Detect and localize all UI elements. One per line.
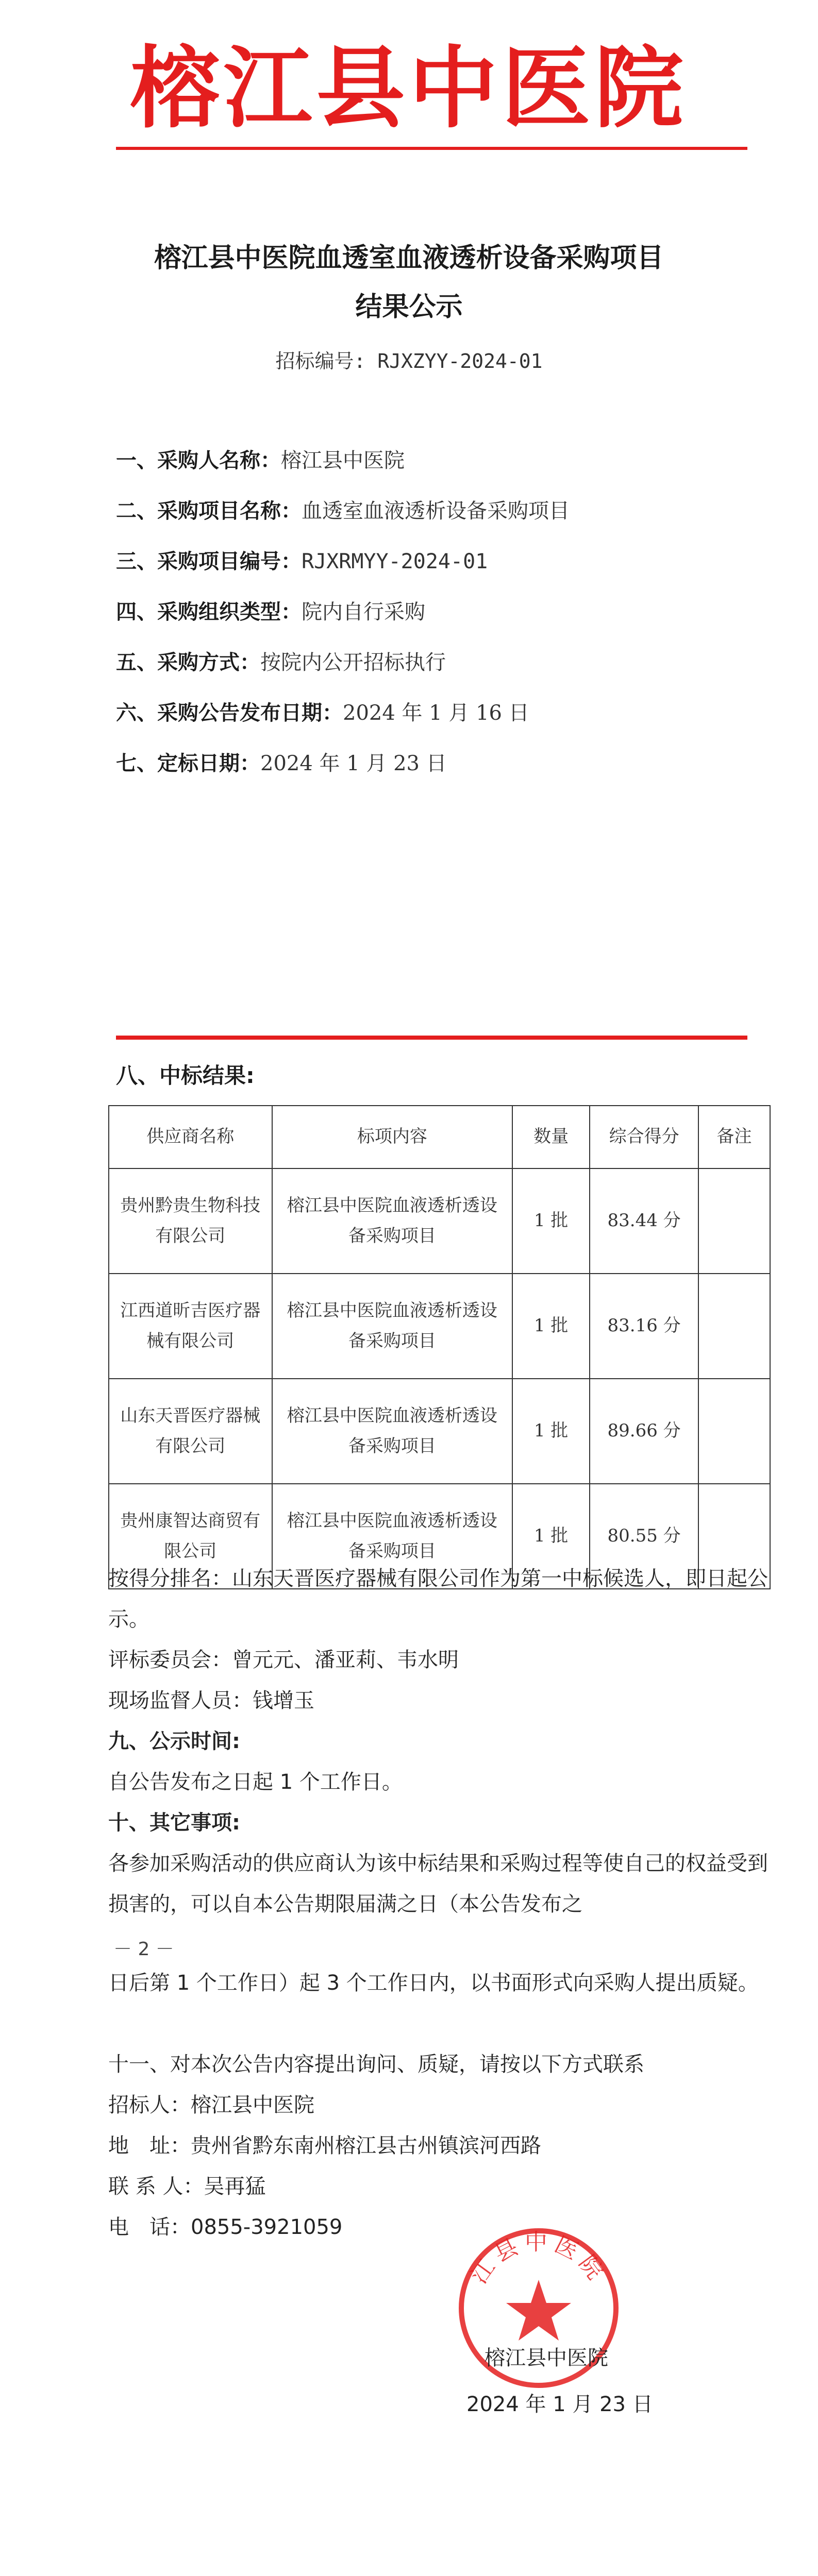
info-value: 榕江县中医院 (281, 449, 405, 472)
table-row (109, 1379, 770, 1484)
supplier-cell: 山东天晋医疗器械有限公司 (109, 1379, 272, 1484)
quantity-cell: 1 批 (512, 1168, 590, 1274)
table-header: 供应商名称 (109, 1106, 272, 1168)
ranking-paragraph: 按得分排名：山东天晋医疗器械有限公司作为第一中标候选人，即日起公示。 (108, 1567, 768, 1631)
signature-date: 2024 年 1 月 23 日 (466, 2393, 653, 2416)
table-row (109, 1168, 770, 1274)
info-label: 四、采购组织类型： (116, 600, 302, 624)
masthead-title: 榕江县中医院 (130, 36, 688, 140)
supplier-cell: 贵州黔贵生物科技有限公司 (109, 1168, 272, 1274)
other-matters-paragraph: 各参加采购活动的供应商认为该中标结果和采购过程等使自己的权益受到损害的，可以自本公告期限届满之日（本公告发布之 (108, 1852, 768, 1916)
info-label: 三、采购项目编号： (116, 550, 302, 573)
info-project-number (116, 545, 488, 574)
section-11-heading: 十一、对本次公告内容提出询问、质疑，请按以下方式联系 (108, 2053, 644, 2076)
quantity-cell: 1 批 (512, 1274, 590, 1379)
info-label: 五、采购方式： (116, 651, 260, 674)
supervisor-line: 现场监督人员：钱增玉 (108, 1689, 314, 1713)
contact-phone: 电 话：0855-3921059 (108, 2215, 343, 2239)
table-header: 数量 (512, 1106, 590, 1168)
info-organization-type (116, 596, 425, 625)
info-value: 血透室血液透析设备采购项目 (302, 499, 570, 523)
note-cell (698, 1379, 770, 1484)
quantity-cell: 1 批 (512, 1379, 590, 1484)
masthead-divider (116, 147, 747, 150)
table-header: 综合得分 (590, 1106, 698, 1168)
info-label: 七、定标日期： (116, 752, 260, 775)
contact-address: 地 址：贵州省黔东南州榕江县古州镇滨河西路 (108, 2134, 541, 2158)
contact-tenderer: 招标人：榕江县中医院 (108, 2093, 314, 2117)
table-row (109, 1274, 770, 1379)
quantity-cell: 1 批 (512, 1484, 590, 1589)
tender-number: 招标编号: RJXZYY-2024-01 (275, 350, 543, 372)
score-cell: 89.66 分 (590, 1379, 698, 1484)
section-10-heading: 十、其它事项: (108, 1811, 240, 1835)
score-cell: 83.44 分 (590, 1168, 698, 1274)
info-value: 2024 年 1 月 16 日 (343, 701, 529, 725)
document-subtitle: 结果公示 (355, 291, 463, 323)
table-header: 标项内容 (272, 1106, 513, 1168)
info-label: 六、采购公告发布日期： (116, 701, 343, 725)
info-value: 2024 年 1 月 23 日 (260, 752, 447, 775)
info-procurement-method (116, 646, 446, 675)
publicity-period: 自公告发布之日起 1 个工作日。 (108, 1770, 403, 1794)
info-purchaser (116, 444, 405, 473)
note-cell (698, 1168, 770, 1274)
signature-organization: 榕江县中医院 (485, 2346, 608, 2370)
info-label: 二、采购项目名称： (116, 499, 302, 523)
svg-text:江县中医院: 江县中医院 (465, 2229, 612, 2289)
item-cell: 榕江县中医院血液透析透设备采购项目 (272, 1379, 513, 1484)
other-matters-continued: 日后第 1 个工作日）起 3 个工作日内，以书面形式向采购人提出质疑。 (108, 1971, 759, 1995)
section-divider (116, 1036, 747, 1040)
info-project-name (116, 495, 570, 524)
page-number: － 2 － (113, 1939, 174, 1960)
document-title: 榕江县中医院血透室血液透析设备采购项目 (154, 242, 664, 274)
info-award-date (116, 747, 447, 776)
info-label: 一、采购人名称： (116, 449, 281, 472)
section-9-heading: 九、公示时间: (108, 1730, 240, 1753)
supplier-cell: 江西道昕吉医疗器械有限公司 (109, 1274, 272, 1379)
note-cell (698, 1274, 770, 1379)
info-value: 院内自行采购 (302, 600, 425, 624)
item-cell: 榕江县中医院血液透析透设备采购项目 (272, 1168, 513, 1274)
section-8-heading: 八、中标结果: (116, 1063, 255, 1088)
table-header-row (109, 1106, 770, 1168)
info-publish-date (116, 697, 529, 726)
score-cell: 80.55 分 (590, 1484, 698, 1589)
table-header: 备注 (698, 1106, 770, 1168)
results-table (108, 1105, 771, 1589)
score-cell: 83.16 分 (590, 1274, 698, 1379)
supplier-cell: 贵州康智达商贸有限公司 (109, 1484, 272, 1589)
item-cell: 榕江县中医院血液透析透设备采购项目 (272, 1484, 513, 1589)
contact-person: 联 系 人：吴再猛 (108, 2175, 266, 2198)
item-cell: 榕江县中医院血液透析透设备采购项目 (272, 1274, 513, 1379)
committee-line: 评标委员会：曾元元、潘亚莉、韦水明 (108, 1648, 459, 1672)
info-value: 按院内公开招标执行 (260, 651, 446, 674)
info-value: RJXRMYY-2024-01 (302, 550, 488, 573)
